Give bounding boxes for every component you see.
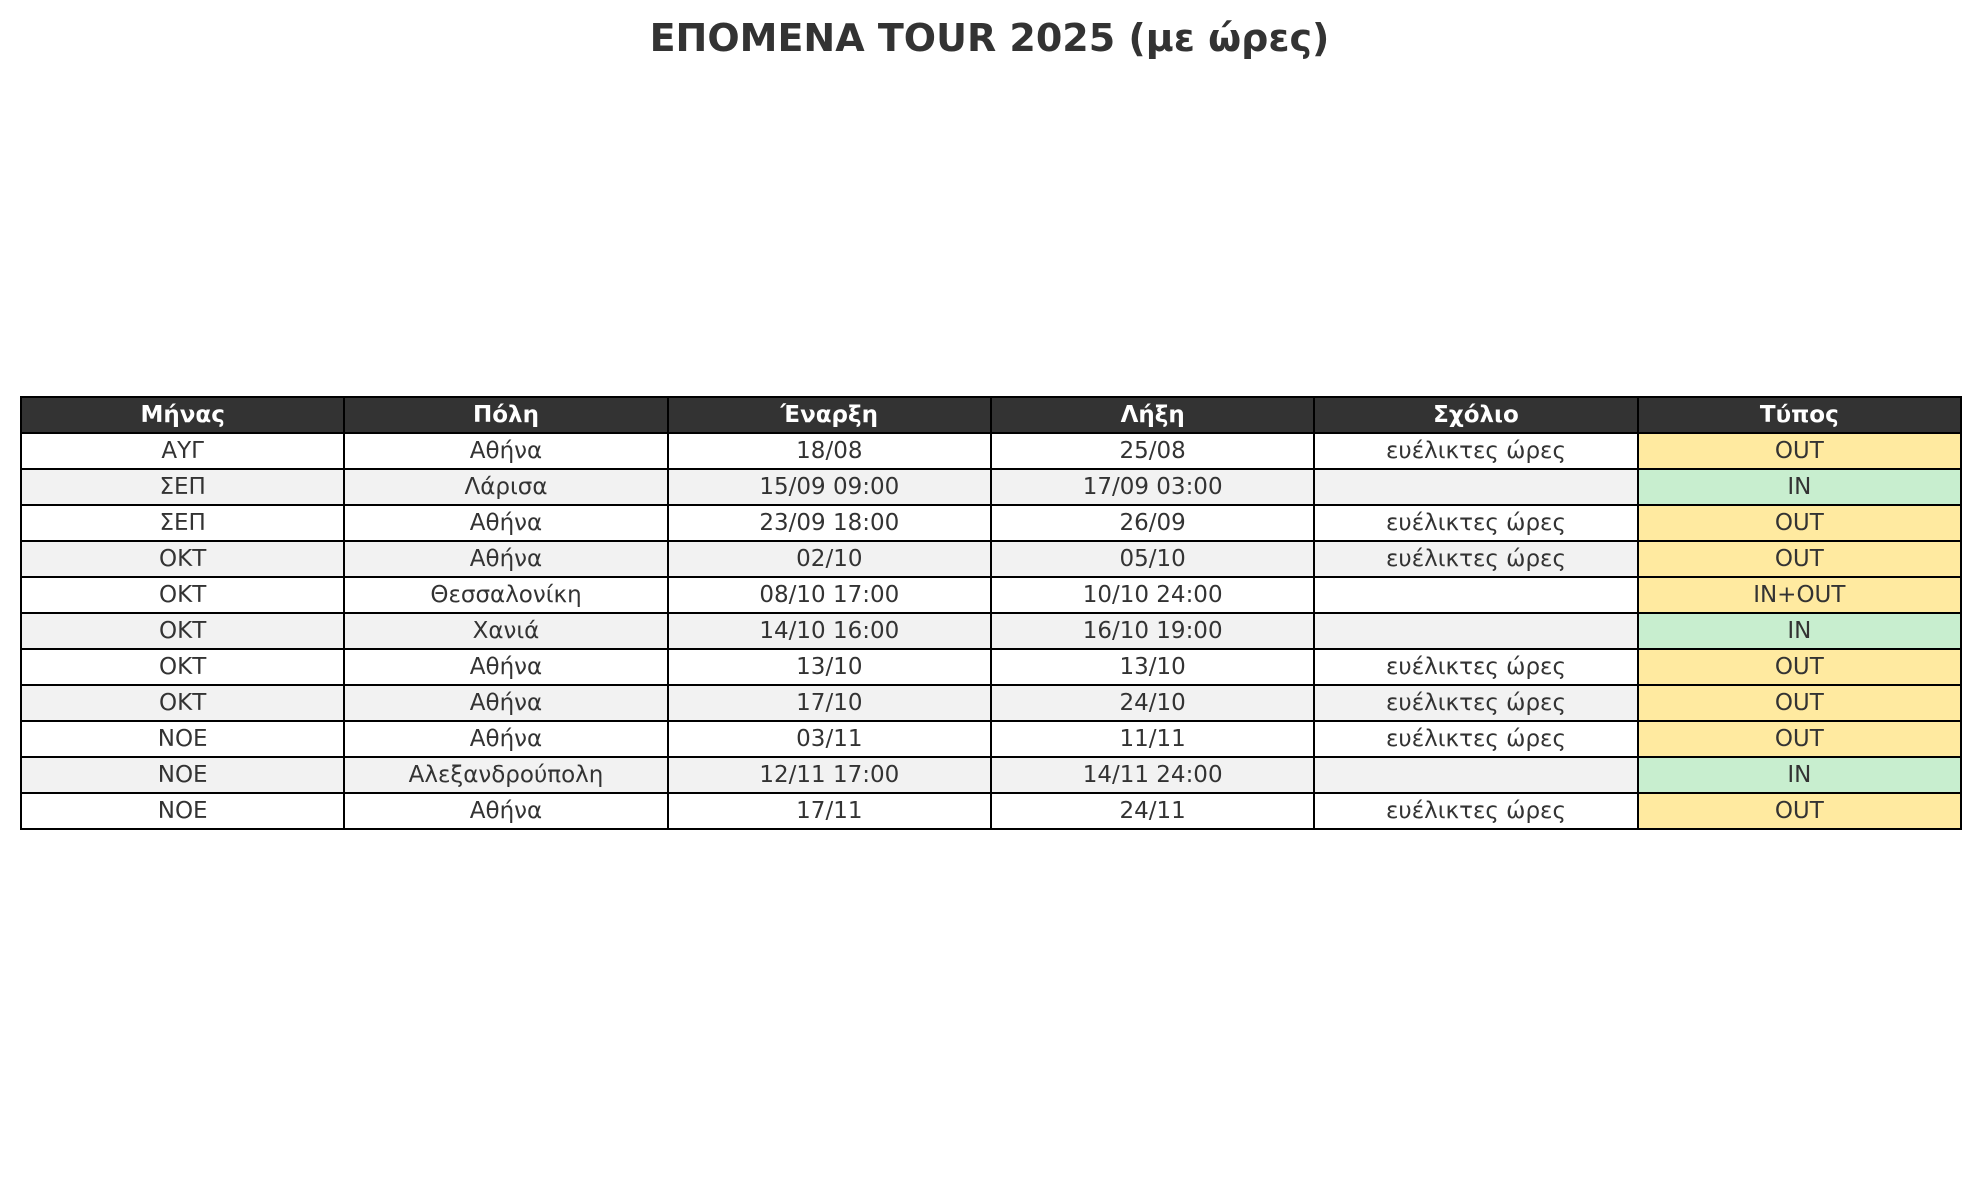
type-cell: OUT: [1638, 721, 1961, 757]
type-cell: OUT: [1638, 793, 1961, 829]
city-cell: Αθήνα: [344, 685, 667, 721]
month-cell: ΝΟΕ: [21, 757, 344, 793]
column-header-type: Τύπος: [1638, 397, 1961, 433]
end-cell: 16/10 19:00: [991, 613, 1314, 649]
month-cell: ΟΚΤ: [21, 577, 344, 613]
end-cell: 25/08: [991, 433, 1314, 469]
column-header-comment: Σχόλιο: [1314, 397, 1637, 433]
city-cell: Λάρισα: [344, 469, 667, 505]
month-cell: ΣΕΠ: [21, 505, 344, 541]
table-row: [21, 613, 1961, 649]
type-cell: IN+OUT: [1638, 577, 1961, 613]
type-cell: IN: [1638, 757, 1961, 793]
start-cell: 18/08: [668, 433, 991, 469]
city-cell: Θεσσαλονίκη: [344, 577, 667, 613]
type-cell: OUT: [1638, 433, 1961, 469]
start-cell: 14/10 16:00: [668, 613, 991, 649]
comment-cell: ευέλικτες ώρες: [1314, 685, 1637, 721]
start-cell: 23/09 18:00: [668, 505, 991, 541]
month-cell: ΟΚΤ: [21, 613, 344, 649]
month-cell: ΣΕΠ: [21, 469, 344, 505]
end-cell: 11/11: [991, 721, 1314, 757]
city-cell: Αθήνα: [344, 433, 667, 469]
month-cell: ΟΚΤ: [21, 685, 344, 721]
column-header-city: Πόλη: [344, 397, 667, 433]
comment-cell: ευέλικτες ώρες: [1314, 505, 1637, 541]
table-row: [21, 685, 1961, 721]
tour-table: [20, 396, 1962, 830]
table-body: [21, 433, 1961, 829]
comment-cell: ευέλικτες ώρες: [1314, 433, 1637, 469]
comment-cell: ευέλικτες ώρες: [1314, 721, 1637, 757]
city-cell: Αλεξανδρούπολη: [344, 757, 667, 793]
table-row: [21, 469, 1961, 505]
type-cell: IN: [1638, 613, 1961, 649]
end-cell: 10/10 24:00: [991, 577, 1314, 613]
column-header-end: Λήξη: [991, 397, 1314, 433]
end-cell: 14/11 24:00: [991, 757, 1314, 793]
table-row: [21, 757, 1961, 793]
start-cell: 02/10: [668, 541, 991, 577]
table-row: [21, 577, 1961, 613]
table-row: [21, 721, 1961, 757]
table-row: [21, 793, 1961, 829]
start-cell: 15/09 09:00: [668, 469, 991, 505]
column-header-month: Μήνας: [21, 397, 344, 433]
comment-cell: ευέλικτες ώρες: [1314, 541, 1637, 577]
type-cell: OUT: [1638, 649, 1961, 685]
type-cell: OUT: [1638, 685, 1961, 721]
comment-cell: [1314, 469, 1637, 505]
month-cell: ΑΥΓ: [21, 433, 344, 469]
month-cell: ΟΚΤ: [21, 649, 344, 685]
start-cell: 12/11 17:00: [668, 757, 991, 793]
start-cell: 03/11: [668, 721, 991, 757]
start-cell: 08/10 17:00: [668, 577, 991, 613]
table-row: [21, 649, 1961, 685]
end-cell: 13/10: [991, 649, 1314, 685]
city-cell: Αθήνα: [344, 721, 667, 757]
page-title: ΕΠΟΜΕΝΑ TOUR 2025 (με ώρες): [649, 16, 1330, 60]
type-cell: IN: [1638, 469, 1961, 505]
city-cell: Χανιά: [344, 613, 667, 649]
end-cell: 26/09: [991, 505, 1314, 541]
city-cell: Αθήνα: [344, 505, 667, 541]
city-cell: Αθήνα: [344, 541, 667, 577]
start-cell: 17/10: [668, 685, 991, 721]
start-cell: 17/11: [668, 793, 991, 829]
table-row: [21, 433, 1961, 469]
type-cell: OUT: [1638, 505, 1961, 541]
end-cell: 05/10: [991, 541, 1314, 577]
month-cell: ΝΟΕ: [21, 721, 344, 757]
table-row: [21, 505, 1961, 541]
comment-cell: [1314, 613, 1637, 649]
city-cell: Αθήνα: [344, 793, 667, 829]
month-cell: ΟΚΤ: [21, 541, 344, 577]
city-cell: Αθήνα: [344, 649, 667, 685]
end-cell: 24/10: [991, 685, 1314, 721]
month-cell: ΝΟΕ: [21, 793, 344, 829]
comment-cell: ευέλικτες ώρες: [1314, 793, 1637, 829]
end-cell: 17/09 03:00: [991, 469, 1314, 505]
table-header-row: [21, 397, 1961, 433]
type-cell: OUT: [1638, 541, 1961, 577]
table-row: [21, 541, 1961, 577]
comment-cell: [1314, 577, 1637, 613]
comment-cell: ευέλικτες ώρες: [1314, 649, 1637, 685]
start-cell: 13/10: [668, 649, 991, 685]
comment-cell: [1314, 757, 1637, 793]
end-cell: 24/11: [991, 793, 1314, 829]
column-header-start: Έναρξη: [668, 397, 991, 433]
